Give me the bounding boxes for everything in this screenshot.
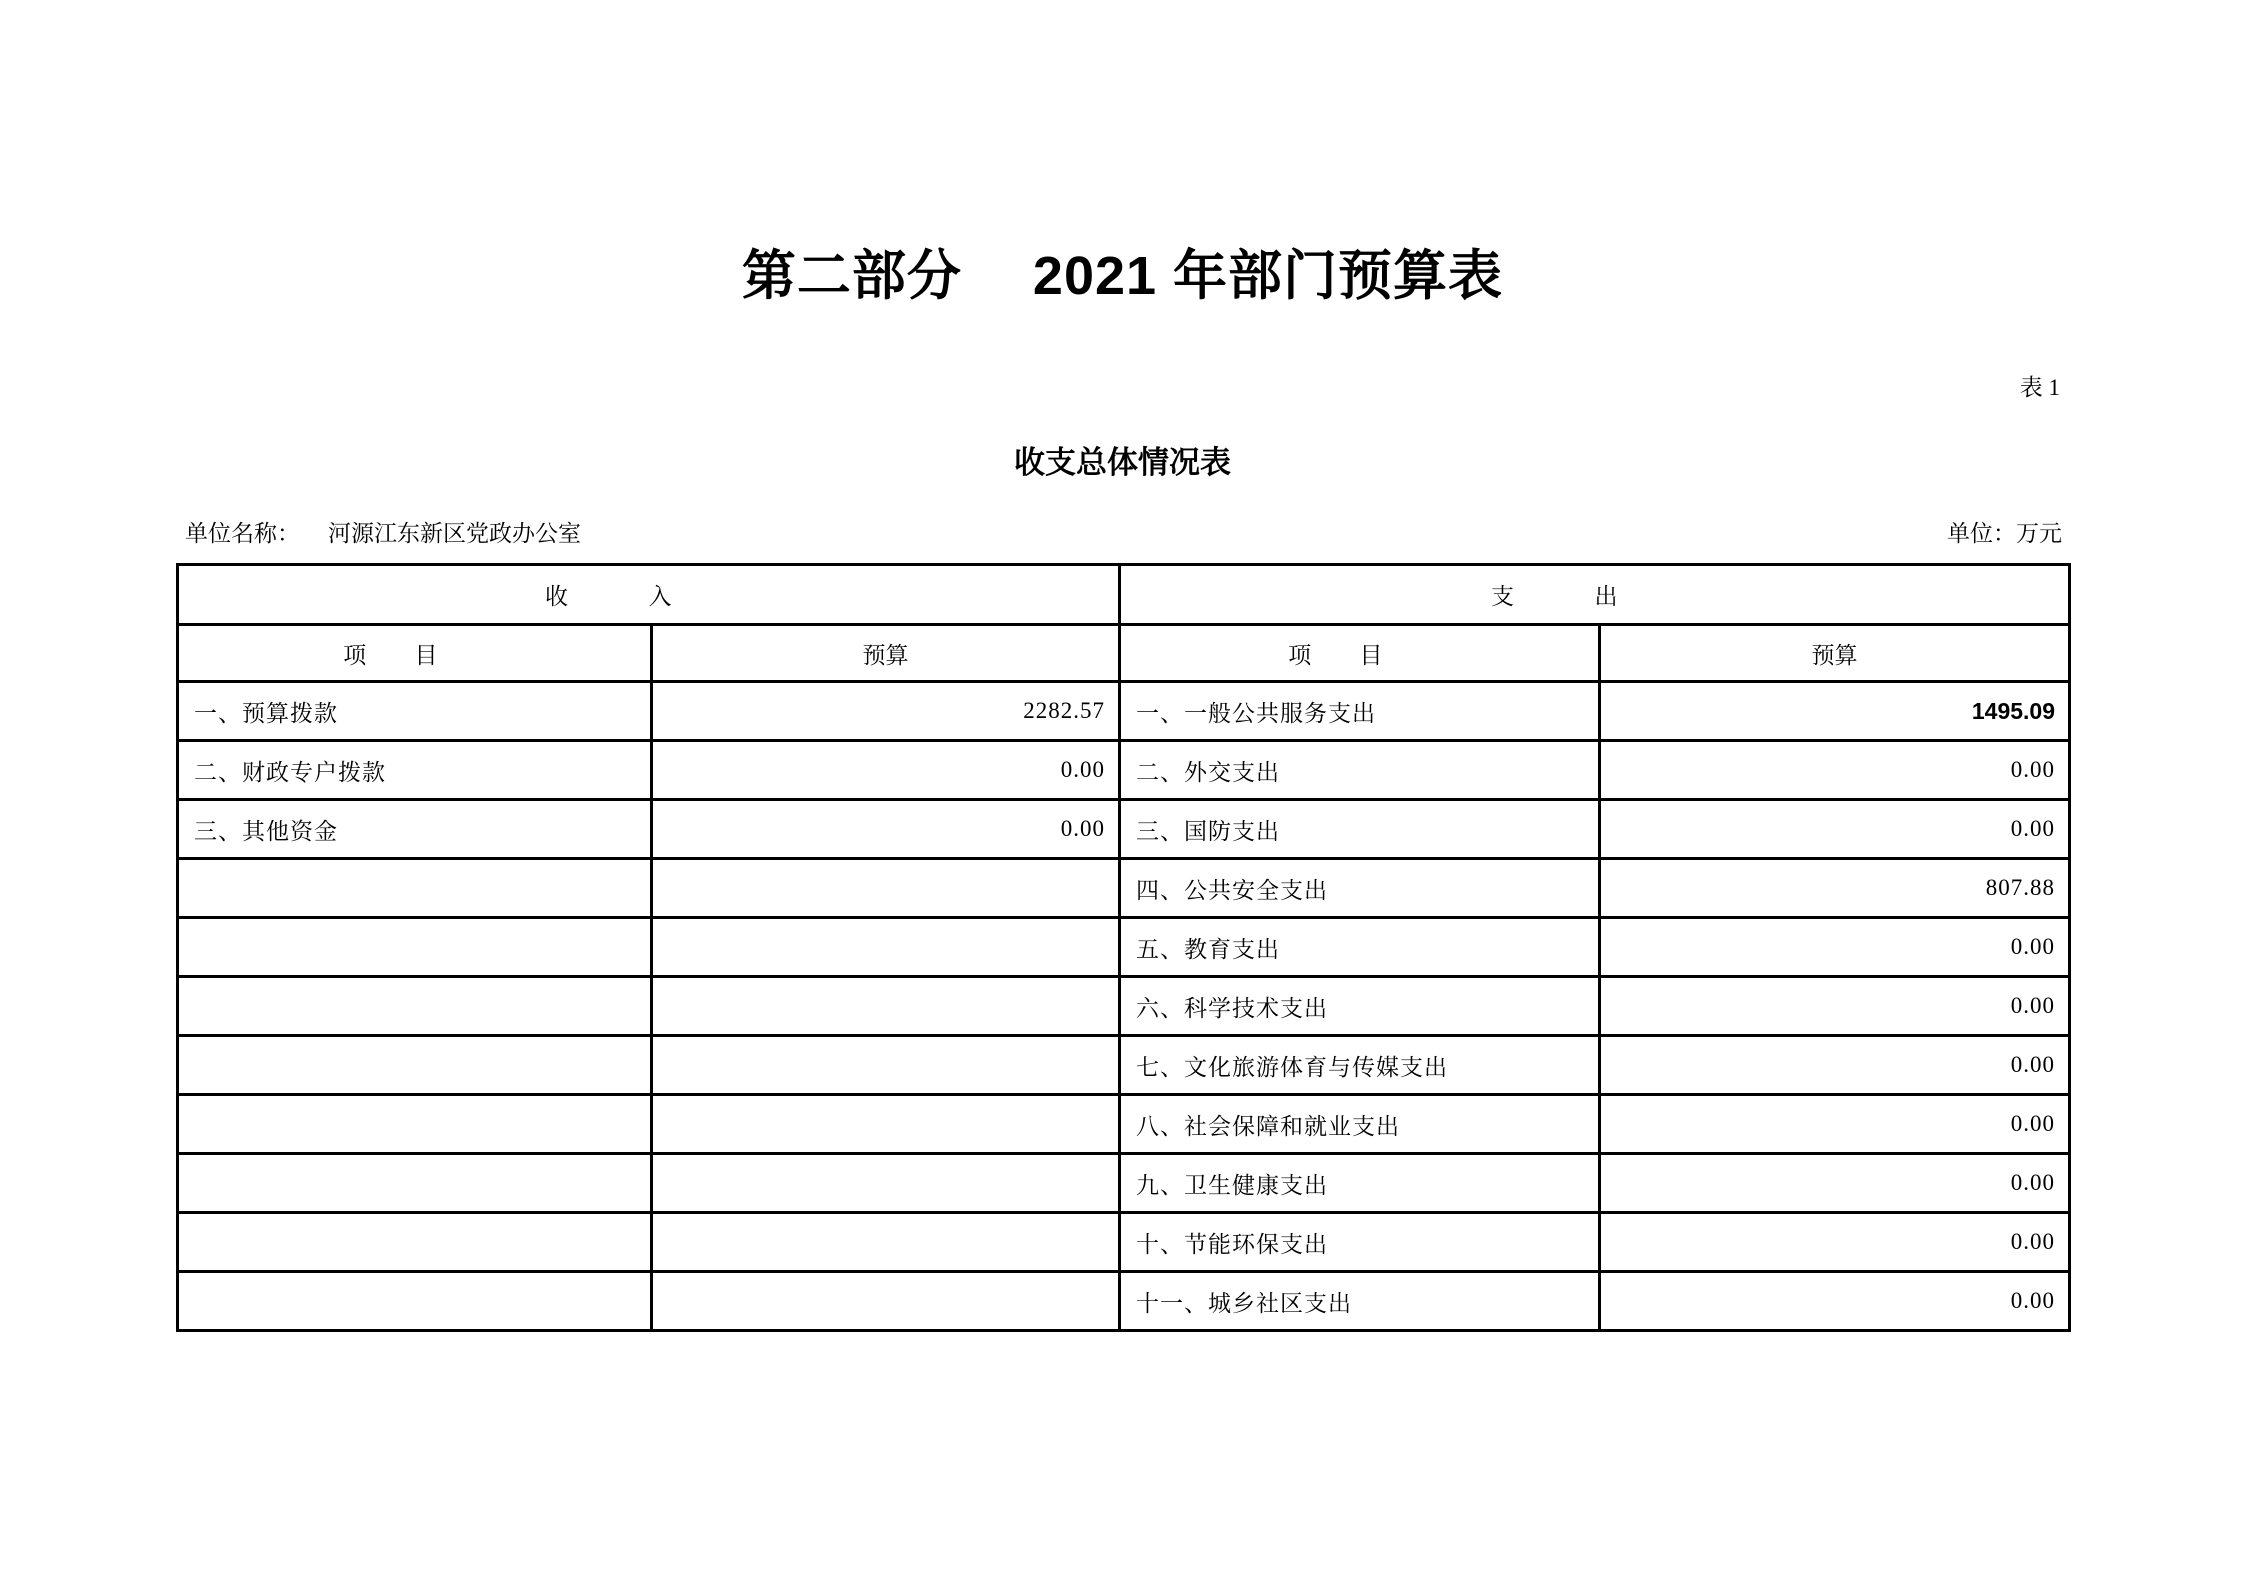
table-row — [178, 800, 2070, 859]
income-budget-cell — [652, 859, 1120, 918]
expense-item-cell: 四、公共安全支出 — [1120, 859, 1600, 918]
income-item-cell — [178, 918, 652, 977]
table-meta-row — [185, 518, 2062, 550]
expense-budget-cell: 0.00 — [1600, 1154, 2070, 1213]
expense-item-cell: 九、卫生健康支出 — [1120, 1154, 1600, 1213]
expense-budget-cell: 0.00 — [1600, 1213, 2070, 1272]
unit-name-label: 单位名称： — [185, 521, 300, 546]
expense-item-cell: 一、一般公共服务支出 — [1120, 682, 1600, 741]
expense-item-header-cell — [1120, 625, 1600, 682]
table-row — [178, 977, 2070, 1036]
table-row — [178, 918, 2070, 977]
income-item-cell — [178, 1036, 652, 1095]
income-budget-cell: 0.00 — [652, 741, 1120, 800]
expense-budget-cell: 1495.09 — [1600, 682, 2070, 741]
income-budget-cell: 0.00 — [652, 800, 1120, 859]
income-budget-header-cell — [652, 625, 1120, 682]
expense-budget-cell: 807.88 — [1600, 859, 2070, 918]
income-budget-cell — [652, 1154, 1120, 1213]
expense-budget-header: 预算 — [1811, 642, 1858, 668]
income-section-header: 收入 — [545, 584, 752, 609]
column-header-row — [178, 625, 2070, 682]
income-item-cell — [178, 1095, 652, 1154]
expense-item-cell: 五、教育支出 — [1120, 918, 1600, 977]
table-row — [178, 1036, 2070, 1095]
income-budget-cell — [652, 1036, 1120, 1095]
budget-summary-table — [176, 563, 2071, 1332]
income-budget-cell — [652, 918, 1120, 977]
expense-item-header: 项目 — [1288, 642, 1431, 668]
income-budget-cell — [652, 1213, 1120, 1272]
expense-budget-cell: 0.00 — [1600, 918, 2070, 977]
expense-item-cell: 十、节能环保支出 — [1120, 1213, 1600, 1272]
income-section-header-cell — [178, 565, 1120, 625]
income-item-cell — [178, 977, 652, 1036]
table-row — [178, 1213, 2070, 1272]
expense-budget-header-cell — [1600, 625, 2070, 682]
expense-item-cell: 三、国防支出 — [1120, 800, 1600, 859]
expense-item-cell: 六、科学技术支出 — [1120, 977, 1600, 1036]
expense-budget-cell: 0.00 — [1600, 1272, 2070, 1331]
expense-section-header: 支出 — [1491, 584, 1698, 609]
table-title: 收支总体情况表 — [1014, 445, 1231, 480]
income-item-header: 项目 — [343, 642, 486, 668]
income-budget-header: 预算 — [862, 642, 909, 668]
expense-budget-cell: 0.00 — [1600, 1095, 2070, 1154]
income-budget-cell: 2282.57 — [652, 682, 1120, 741]
section-header-row — [178, 565, 2070, 625]
income-item-cell — [178, 1272, 652, 1331]
table-row — [178, 741, 2070, 800]
expense-budget-cell: 0.00 — [1600, 977, 2070, 1036]
expense-section-header-cell — [1120, 565, 2070, 625]
unit-name-value: 河源江东新区党政办公室 — [328, 521, 581, 546]
income-item-cell: 一、预算拨款 — [178, 682, 652, 741]
income-budget-cell — [652, 1095, 1120, 1154]
expense-budget-cell: 0.00 — [1600, 741, 2070, 800]
income-item-header-cell — [178, 625, 652, 682]
income-budget-cell — [652, 1272, 1120, 1331]
table-row — [178, 1154, 2070, 1213]
expense-item-cell: 七、文化旅游体育与传媒支出 — [1120, 1036, 1600, 1095]
expense-item-cell: 二、外交支出 — [1120, 741, 1600, 800]
expense-item-cell: 八、社会保障和就业支出 — [1120, 1095, 1600, 1154]
table-row — [178, 859, 2070, 918]
expense-budget-cell: 0.00 — [1600, 800, 2070, 859]
table-row — [178, 682, 2070, 741]
income-item-cell: 二、财政专户拨款 — [178, 741, 652, 800]
currency-unit-label: 单位：万元 — [1947, 521, 2062, 546]
income-item-cell — [178, 859, 652, 918]
table-row — [178, 1272, 2070, 1331]
expense-budget-cell: 0.00 — [1600, 1036, 2070, 1095]
table-number: 表 1 — [2019, 375, 2060, 400]
income-item-cell — [178, 1213, 652, 1272]
unit-name — [185, 518, 581, 550]
income-budget-cell — [652, 977, 1120, 1036]
page-title: 第二部分 2021 年部门预算表 — [741, 246, 1504, 306]
table-row — [178, 1095, 2070, 1154]
income-item-cell — [178, 1154, 652, 1213]
income-item-cell: 三、其他资金 — [178, 800, 652, 859]
expense-item-cell: 十一、城乡社区支出 — [1120, 1272, 1600, 1331]
